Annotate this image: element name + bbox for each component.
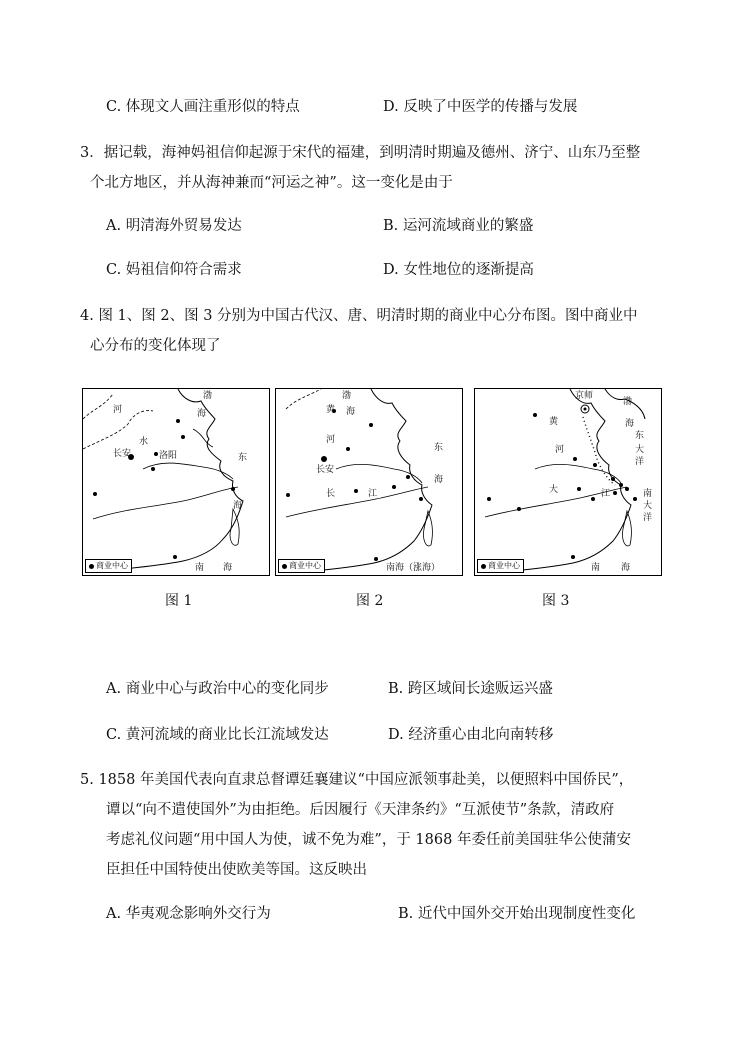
q4-option-a: A. 商业中心与政治中心的变化同步 <box>106 681 329 697</box>
map2-label-huang: 黄 <box>326 405 336 415</box>
city-marker <box>406 475 410 479</box>
q5-stem-line4: 臣担任中国特使出使欧美等国。这反映出 <box>106 862 367 878</box>
q2-option-d: D. 反映了中医学的传播与发展 <box>383 99 578 115</box>
city-marker <box>354 489 358 493</box>
q3-option-c: C. 妈祖信仰符合需求 <box>106 262 242 278</box>
q4-option-d: D. 经济重心由北向南转移 <box>388 727 554 743</box>
map3-label-huang: 黄 <box>549 417 559 427</box>
map-figure-1 <box>82 388 270 576</box>
map3-label-hai3: 海 <box>621 563 631 573</box>
city-marker <box>392 485 396 489</box>
map1-svg <box>83 389 269 575</box>
map1-label-he: 河 <box>113 405 123 415</box>
map-figure-2 <box>275 388 463 576</box>
map2-label-chang: 长 <box>326 489 336 499</box>
q3-option-d: D. 女性地位的逐渐提高 <box>383 262 534 278</box>
city-marker <box>517 507 521 511</box>
map2-label-jiang: 江 <box>368 489 378 499</box>
map1-label-hai1: 海 <box>197 409 207 419</box>
city-marker <box>93 492 97 496</box>
q2-option-c: C. 体现文人画注重形似的特点 <box>106 99 300 115</box>
q5-stem-line1: 5. 1858 年美国代表向直隶总督谭廷襄建议“中国应派领事赴美，以便照料中国侨民”， <box>80 772 634 788</box>
q4-stem-line2: 心分布的变化体现了 <box>90 338 221 354</box>
city-marker <box>151 467 155 471</box>
city-marker <box>176 419 180 423</box>
map1-label-bo: 渤 <box>203 391 213 401</box>
map3-label-nan2: 南 <box>591 563 601 573</box>
map2-label-bo: 渤 <box>342 391 352 401</box>
map2-label-changan: 长安 <box>316 465 335 475</box>
city-marker <box>573 457 577 461</box>
map3-label-dong: 东 <box>635 431 645 441</box>
city-marker <box>593 463 597 467</box>
q4-option-c: C. 黄河流域的商业比长江流域发达 <box>106 727 329 743</box>
map1-label-dong: 东 <box>238 453 248 463</box>
city-marker <box>374 557 378 561</box>
map3-label-da2: 大 <box>549 485 559 495</box>
map3-label-he: 河 <box>555 445 565 455</box>
city-marker <box>611 477 615 481</box>
city-marker <box>625 487 629 491</box>
q5-option-a: A. 华夷观念影响外交行为 <box>106 906 271 922</box>
city-marker <box>633 497 637 501</box>
city-marker <box>591 497 595 501</box>
map1-label-hai2: 海 <box>233 501 243 511</box>
city-marker <box>181 435 185 439</box>
city-marker <box>369 423 373 427</box>
map3-caption: 图 3 <box>542 593 570 609</box>
q5-stem-line2: 谭以“向不遣使国外”为由拒绝。后因履行《天津条约》“互派使节”条款，清政府 <box>106 802 615 818</box>
map3-label-bo: 渤 <box>623 397 633 407</box>
city-marker <box>419 497 423 501</box>
map3-svg <box>475 389 661 575</box>
city-marker <box>154 452 158 456</box>
city-marker <box>346 447 350 451</box>
legend-dot-icon <box>481 564 486 569</box>
map3-label-yang: 洋 <box>635 457 645 467</box>
map3-legend <box>477 559 524 573</box>
map1-legend <box>85 559 132 573</box>
q3-stem-line2: 个北方地区，并从海神兼而“河运之神”。这一变化是由于 <box>90 175 453 191</box>
q5-stem-line3: 考虑礼仪问题“用中国人为使，诚不免为难”，于 1868 年委任前美国驻华公使蒲安 <box>106 832 631 848</box>
q3-stem-line1: 3．据记载，海神妈祖信仰起源于宋代的福建，到明清时期遍及德州、济宁、山东乃至整 <box>80 145 641 161</box>
map3-label-jiang: 江 <box>601 489 611 499</box>
city-marker <box>487 497 491 501</box>
city-marker <box>231 487 235 491</box>
map2-label-hai1: 海 <box>346 407 356 417</box>
map2-label-hai2: 海 <box>434 475 444 485</box>
map1-caption: 图 1 <box>165 593 193 609</box>
map1-legend-label: 商业中心 <box>96 561 128 570</box>
city-marker <box>613 491 617 495</box>
capital-marker-icon <box>584 408 587 411</box>
city-marker <box>173 555 177 559</box>
map1-label-changan: 长安 <box>113 449 132 459</box>
map2-legend-label: 商业中心 <box>289 561 321 570</box>
city-marker <box>619 483 623 487</box>
map1-label-luoyang: 洛阳 <box>159 451 178 461</box>
map1-label-hai3: 海 <box>223 563 233 573</box>
map3-label-nan: 南 <box>643 489 653 499</box>
map3-label-da: 大 <box>635 445 645 455</box>
q4-option-b: B. 跨区域间长途贩运兴盛 <box>388 681 553 697</box>
legend-dot-icon <box>89 564 94 569</box>
city-marker <box>571 555 575 559</box>
q3-option-b: B. 运河流域商业的繁盛 <box>383 218 534 234</box>
map3-legend-label: 商业中心 <box>488 561 520 570</box>
q3-option-a: A. 明清海外贸易发达 <box>106 218 242 234</box>
q5-option-b: B. 近代中国外交开始出现制度性变化 <box>398 906 636 922</box>
map3-label-jingshi: 京师 <box>575 391 594 401</box>
legend-dot-icon <box>282 564 287 569</box>
map3-label-hai1: 海 <box>625 419 635 429</box>
map2-caption: 图 2 <box>356 593 384 609</box>
city-marker <box>321 456 327 462</box>
city-marker <box>286 493 290 497</box>
map1-label-nan: 南 <box>195 563 205 573</box>
map2-label-he: 河 <box>326 435 336 445</box>
map3-label-da3: 大 <box>643 501 653 511</box>
map2-legend <box>278 559 325 573</box>
map3-label-yang2: 洋 <box>643 513 653 523</box>
map2-label-nanhai: 南海（涨海） <box>386 563 441 573</box>
city-marker <box>533 413 537 417</box>
city-marker <box>577 487 581 491</box>
map-figure-3 <box>474 388 662 576</box>
map2-label-dong: 东 <box>434 443 444 453</box>
map1-label-shui: 水 <box>139 437 149 447</box>
q4-stem-line1: 4. 图 1、图 2、图 3 分别为中国古代汉、唐、明清时期的商业中心分布图。图中商业中 <box>80 308 638 324</box>
